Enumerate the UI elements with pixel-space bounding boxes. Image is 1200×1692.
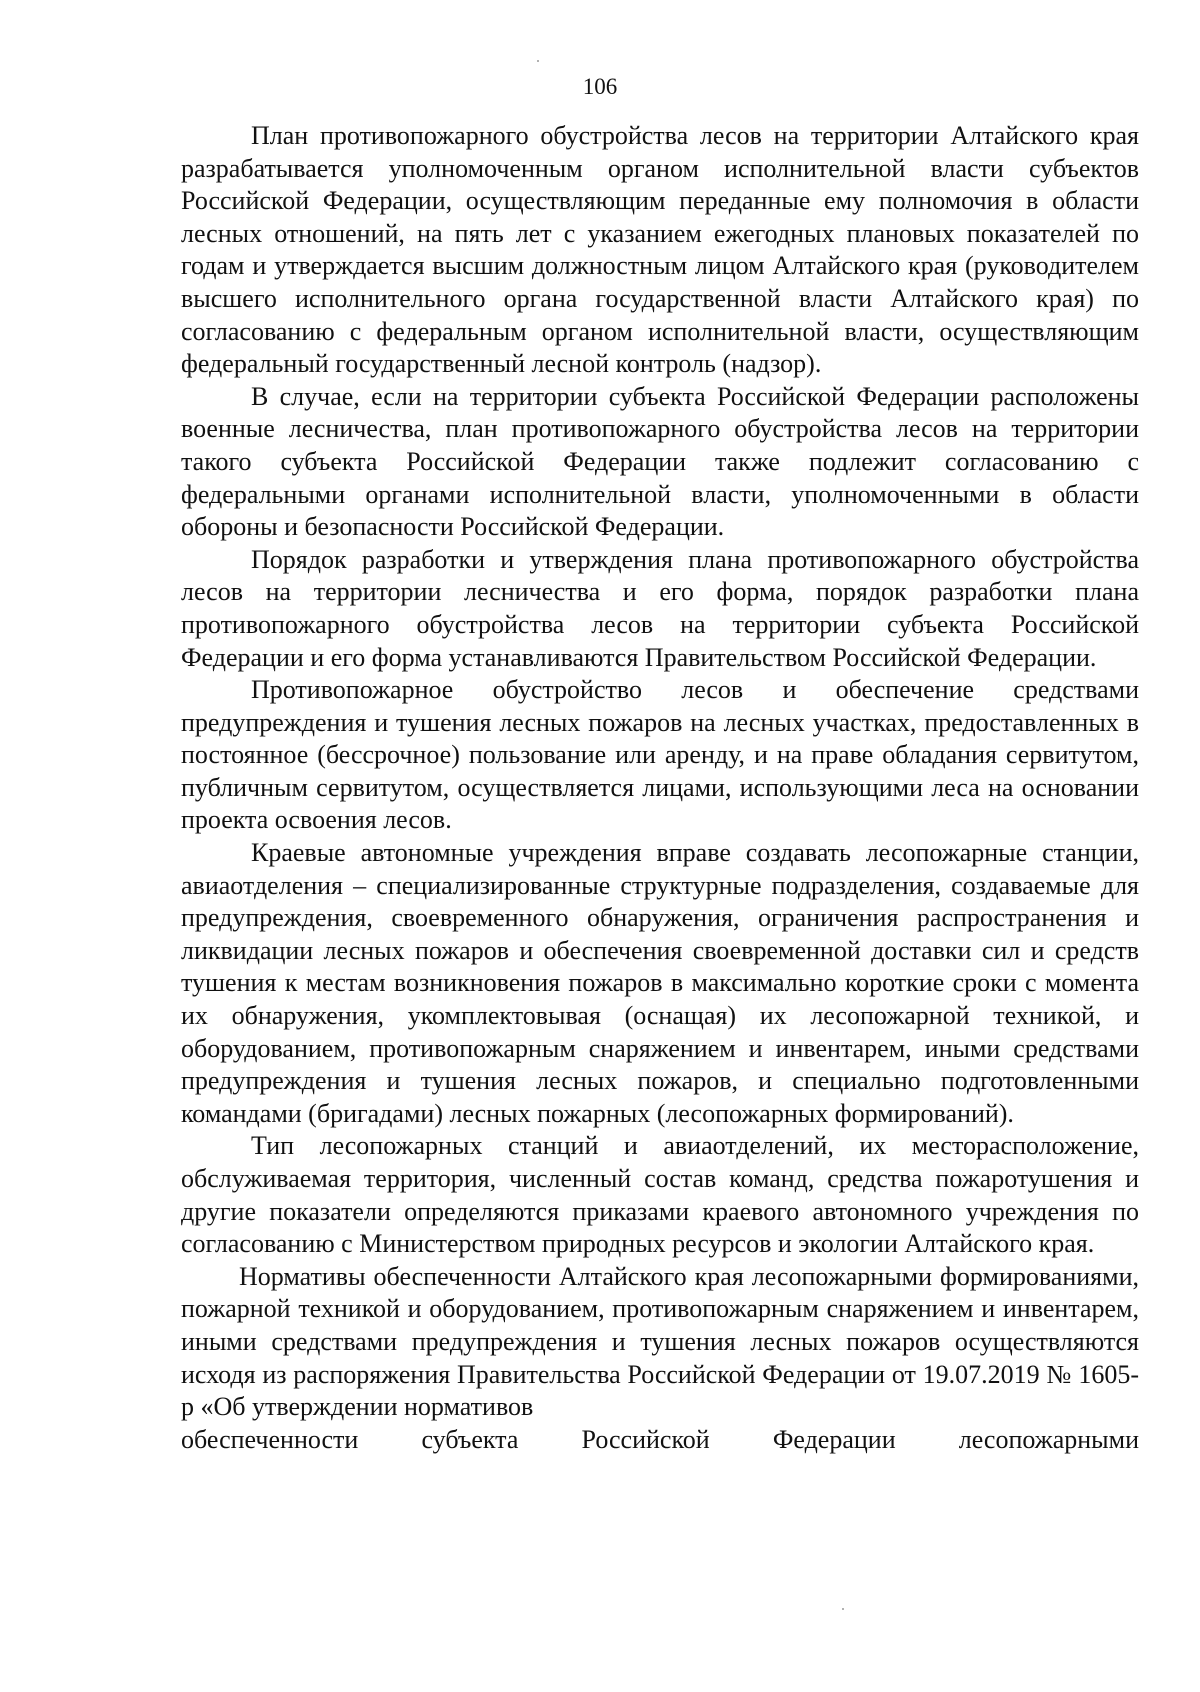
paragraph-fire-stations: Краевые автономные учреждения вправе создавать лесопожарные станции, авиаотделения – специализированные структурные подразделения, создаваемые для предупреждения, своевременного обнаружения, ограничения распространения и ликвидации лесных пожаров и обеспечения своевременной доставки сил и средств тушения к местам возникновения пожаров в максимально короткие сроки с момента их обнаружения, укомплектовывая (оснащая) их лесопожарной техникой, и оборудованием, противопожарным снаряжением и инвентарем, иными средствами предупреждения и тушения лесных пожаров, и специально подготовленными командами (бригадами) лесных пожарных (лесопожарных формирований). [181,838,1139,1128]
paragraph-forest-users: Противопожарное обустройство лесов и обеспечение средствами предупреждения и тушения лесных пожаров на лесных участках, предоставленных в постоянное (бессрочное) пользование или аренду, и на праве обладания сервитутом, публичным сервитутом, осуществляется лицами, использующими леса на основании проекта освоения лесов. [181,675,1139,835]
paragraph-fire-plan-approval: План противопожарного обустройства лесов на территории Алтайского края разрабатывается уполномоченным органом исполнительной власти субъектов Российской Федерации, осуществляющим переданные ему полномочия в области лесных отношений, на пять лет с указанием ежегодных плановых показателей по годам и утверждается высшим должностным лицом Алтайского края (руководителем высшего исполнительного органа государственной власти Алтайского края) по согласованию с федеральным органом исполнительной власти, осуществляющим федеральный государственный лесной контроль (надзор). [181,121,1139,379]
paragraph-equipment-standards: Нормативы обеспеченности Алтайского края лесопожарными формированиями, пожарной техникой и оборудованием, противопожарным снаряжением и инвентарем, иными средствами предупреждения и тушения лесных пожаров осуществляются исходя из распоряжения Правительства Российской Федерации от 19.07.2019 № 1605-р «Об утверждении нормативов [181,1261,1139,1422]
paragraph-station-parameters: Тип лесопожарных станций и авиаотделений, их месторасположение, обслуживаемая территория, численный состав команд, средства пожаротушения и другие показатели определяются приказами краевого автономного учреждения по согласованию с Министерством природных ресурсов и экологии Алтайского края. [181,1131,1139,1259]
page-number: 106 [582,74,618,99]
scan-speck [842,1608,844,1610]
paragraph-military-forestries: В случае, если на территории субъекта Российской Федерации расположены военные лесничества, план противопожарного обустройства лесов на территории такого субъекта Российской Федерации также подлежит согласованию с федеральными органами исполнительной власти, уполномоченными в области обороны и безопасности Российской Федерации. [181,381,1139,542]
scan-speck [537,60,539,62]
paragraph-plan-procedure: Порядок разработки и утверждения плана противопожарного обустройства лесов на территории лесничества и его форма, порядок разработки плана противопожарного обустройства лесов на территории субъекта Российской Федерации и его форма устанавливаются Правительством Российской Федерации. [181,544,1139,672]
document-body [181,120,1139,1456]
paragraph-continuation-line: обеспеченности субъекта Российской Федерации лесопожарными [181,1424,1139,1454]
